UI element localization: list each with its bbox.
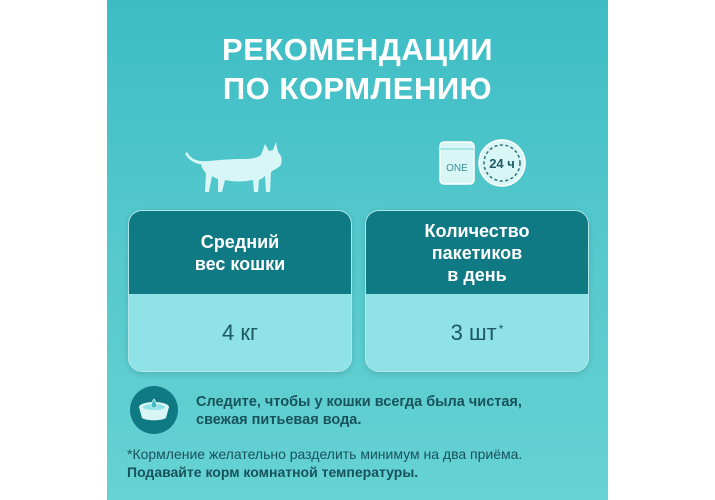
packets-per-day-header-line-2: пакетиков bbox=[431, 242, 523, 263]
feeding-recommendations-panel bbox=[107, 0, 608, 500]
water-tip-text bbox=[196, 393, 606, 429]
title-line-1: РЕКОМЕНДАЦИИ bbox=[222, 32, 493, 67]
average-weight-value: 4 кг bbox=[222, 319, 258, 345]
pouch-label: ONE bbox=[446, 163, 468, 174]
average-weight-header-line-2: вес кошки bbox=[194, 253, 286, 274]
packets-per-day-header bbox=[366, 211, 588, 294]
footnote-line-2: Подавайте корм комнатной температуры. bbox=[127, 464, 419, 480]
average-weight-value-box bbox=[129, 294, 351, 371]
packets-per-day-value: 3 шт bbox=[450, 319, 497, 345]
page-title bbox=[107, 30, 608, 108]
water-bowl-icon bbox=[129, 385, 179, 435]
packets-per-day-header-line-1: Количество bbox=[424, 220, 530, 241]
water-tip bbox=[129, 383, 599, 437]
footnote bbox=[127, 445, 597, 481]
footnote-line-1: *Кормление желательно разделить минимум на два приёма. bbox=[127, 446, 523, 462]
water-tip-line-1: Следите, чтобы у кошки всегда была чистая, bbox=[196, 394, 522, 410]
average-weight-header-line-1: Средний bbox=[200, 231, 280, 252]
title-line-2: ПО КОРМЛЕНИЮ bbox=[222, 71, 493, 106]
clock-label: 24 ч bbox=[489, 156, 515, 171]
footnote-mark: * bbox=[498, 321, 504, 336]
cat-silhouette-icon bbox=[185, 138, 287, 194]
packets-per-day-value-box bbox=[366, 294, 588, 371]
packets-per-day-card bbox=[365, 210, 589, 372]
packets-per-day-header-line-3: в день bbox=[447, 264, 507, 285]
average-weight-header bbox=[129, 211, 351, 294]
food-pouch-icon bbox=[437, 140, 477, 186]
clock-24h-icon bbox=[477, 138, 527, 188]
water-tip-line-2: свежая питьевая вода. bbox=[196, 412, 362, 428]
average-weight-card bbox=[128, 210, 352, 372]
